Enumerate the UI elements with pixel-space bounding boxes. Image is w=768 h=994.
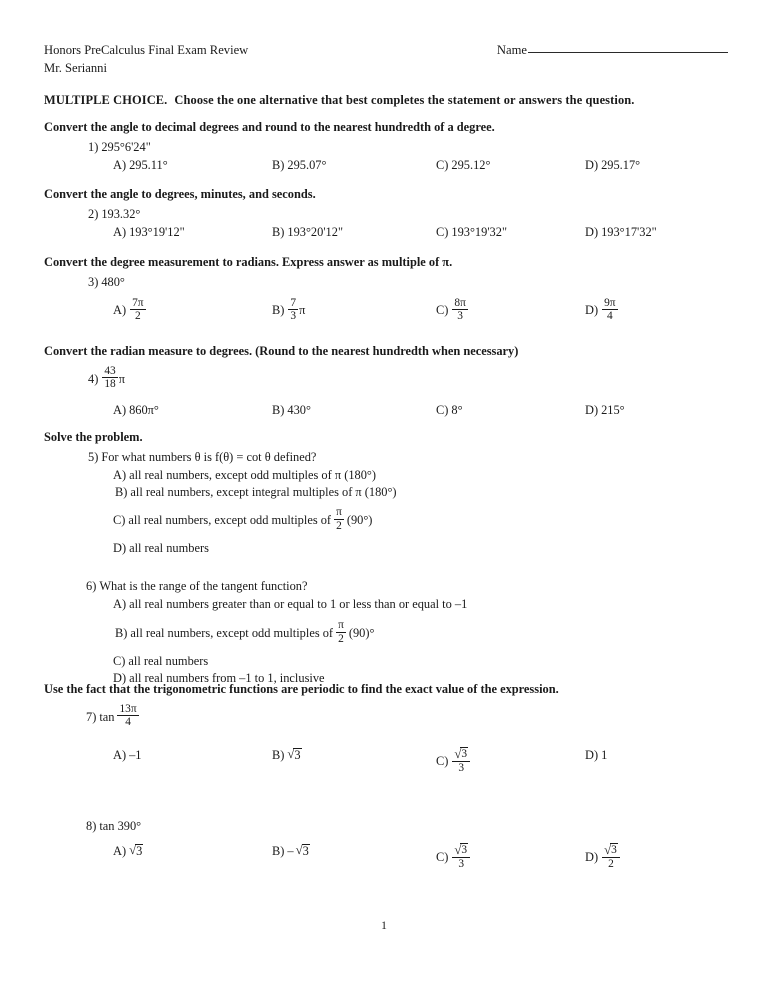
question-number: 8): [86, 818, 97, 833]
prompt-pre: tan: [99, 709, 115, 724]
numerator: [602, 843, 620, 858]
radical-sign: √: [454, 746, 462, 761]
option-c[interactable]: C) √ 3 3: [436, 748, 471, 776]
square-root: √ 3: [129, 843, 143, 858]
question-prompt: 193.32°: [101, 207, 141, 221]
options-row-q2: [44, 225, 744, 244]
question-number: 2): [88, 207, 99, 221]
minus-sign: –: [287, 843, 294, 858]
square-root: √ 3: [604, 842, 617, 857]
fraction: √ 3 3: [452, 843, 470, 871]
numerator: [452, 843, 470, 858]
fraction: $\frac{13\pi}{4}$: [119, 702, 137, 729]
page-header: [44, 42, 734, 76]
option-a[interactable]: A) 295.11°: [113, 158, 168, 172]
option-text-post: (90°): [346, 513, 373, 527]
fraction: $\frac{7}{3}$: [290, 296, 297, 323]
question-1: [88, 139, 744, 155]
fraction: $\frac{8\pi}{3}$: [454, 296, 466, 323]
square-root: √ 3: [454, 746, 468, 761]
options-row-q7: [44, 748, 744, 778]
question-prompt: For what numbers θ is f(θ) = cot θ defined?: [101, 450, 317, 464]
option-b[interactable]: B) $\frac{7}{3}$ π: [272, 296, 306, 323]
question-4: [88, 366, 744, 392]
section-heading: Use the fact that the trigonometric functions are periodic to find the exact value of the expression.: [44, 682, 559, 696]
option-text-post: (90)°: [348, 626, 375, 640]
option-c[interactable]: C) 193°19'32": [436, 225, 508, 239]
option-d[interactable]: D) 1: [585, 747, 608, 762]
option-c[interactable]: C) $\frac{8\pi}{3}$: [436, 296, 466, 323]
option-c[interactable]: C) 295.12°: [436, 158, 491, 172]
fraction: $\frac{43}{18}$: [104, 364, 116, 391]
question-prompt: 295°6'24": [101, 140, 151, 154]
option-b[interactable]: B) √ 3: [272, 747, 301, 762]
square-root: √ 3: [454, 842, 468, 857]
square-root: √ 3: [287, 747, 301, 762]
option-a[interactable]: A) 860π°: [113, 402, 159, 417]
directions-text: Choose the one alternative that best completes the statement or answers the question.: [174, 93, 635, 107]
section-heading: Convert the radian measure to degrees. (Round to the nearest hundredth when necessary): [44, 344, 519, 358]
option-a[interactable]: A) √ 3: [113, 843, 143, 858]
option-d[interactable]: D) 193°17'32": [585, 225, 657, 239]
option-a[interactable]: A) all real numbers greater than or equal to 1 or less than or equal to –1: [113, 597, 468, 611]
option-b[interactable]: B) all real numbers, except odd multiples of $\frac{\pi}{2}$ (90)°: [115, 618, 375, 645]
option-c[interactable]: C) all real numbers: [113, 654, 209, 668]
radical-sign: √: [604, 842, 612, 857]
option-d[interactable]: D) 215°: [585, 402, 625, 417]
option-a[interactable]: A) –1: [113, 747, 142, 762]
radical-sign: √: [295, 843, 303, 858]
prompt-suffix: π: [118, 371, 125, 386]
option-b[interactable]: B) 295.07°: [272, 158, 327, 172]
section-6: [44, 682, 744, 874]
fraction-suffix: π: [299, 303, 306, 318]
question-number: 3): [88, 275, 99, 289]
question-8: [86, 818, 744, 834]
numerator: [452, 747, 470, 762]
option-a[interactable]: A) 193°19'12": [113, 225, 185, 239]
question-prompt: tan 390°: [99, 818, 142, 833]
options-row-q1: [44, 158, 744, 177]
option-text-pre: all real numbers, except odd multiples of: [128, 513, 332, 527]
option-b[interactable]: B) 430°: [272, 402, 311, 417]
question-prompt: What is the range of the tangent function?: [99, 579, 308, 593]
course-title: Honors PreCalculus Final Exam Review: [44, 43, 249, 57]
option-d[interactable]: D) all real numbers from –1 to 1, inclusive: [113, 671, 325, 685]
option-c[interactable]: C) all real numbers, except odd multiples of $\frac{\pi}{2}$ (90°): [113, 505, 373, 532]
options-row-q3: [44, 298, 744, 328]
section-3: [44, 255, 744, 328]
question-number: 5): [88, 450, 99, 464]
directions-line: [44, 93, 635, 108]
directions-title: MULTIPLE CHOICE.: [44, 93, 168, 107]
radical-sign: √: [129, 843, 137, 858]
question-2: [88, 206, 744, 222]
question-5: [88, 449, 744, 465]
fraction: $\frac{\pi}{2}$: [336, 505, 342, 532]
radical-sign: √: [287, 747, 295, 762]
option-c[interactable]: C) 8°: [436, 402, 463, 417]
option-a[interactable]: A) all real numbers, except odd multiples of π (180°): [113, 468, 376, 482]
section-heading: Convert the degree measurement to radians. Express answer as multiple of π.: [44, 255, 453, 269]
section-2: [44, 187, 744, 244]
name-label: Name: [496, 43, 527, 57]
section-4: [44, 344, 744, 422]
option-d[interactable]: D) 295.17°: [585, 158, 641, 172]
option-c[interactable]: C) √ 3 3: [436, 844, 471, 872]
section-heading: Convert the angle to degrees, minutes, and seconds.: [44, 187, 316, 201]
fraction: $\frac{7\pi}{2}$: [132, 296, 144, 323]
option-b[interactable]: B) – √ 3: [272, 843, 309, 858]
fraction: √ 3 3: [452, 747, 470, 775]
question-number: 6): [86, 579, 97, 593]
question-7: [86, 704, 744, 730]
option-a[interactable]: A) $\frac{7\pi}{2}$: [113, 296, 144, 323]
options-row-q8: [44, 844, 744, 874]
question-3: [88, 274, 744, 290]
name-blank-line[interactable]: [528, 52, 728, 53]
question-6: [86, 578, 744, 594]
radical-sign: √: [454, 842, 462, 857]
fraction: $\frac{\pi}{2}$: [338, 618, 344, 645]
square-root: √ 3: [295, 843, 309, 858]
option-d[interactable]: D) $\frac{9\pi}{4}$: [585, 296, 616, 323]
options-row-q4: [44, 403, 744, 422]
name-field: [497, 42, 728, 58]
option-d[interactable]: D) all real numbers: [113, 541, 209, 555]
question-number: 4): [88, 371, 99, 386]
section-heading: Solve the problem.: [44, 430, 143, 444]
fraction: $\frac{9\pi}{4}$: [604, 296, 616, 323]
question-prompt: 480°: [101, 275, 125, 289]
question-number: 7): [86, 709, 97, 724]
fraction: √ 3 2: [602, 843, 620, 871]
section-1: [44, 120, 744, 177]
section-heading: Convert the angle to decimal degrees and round to the nearest hundredth of a degree.: [44, 120, 495, 134]
section-5: [44, 430, 744, 687]
option-b[interactable]: B) all real numbers, except integral multiples of π (180°): [115, 485, 397, 499]
page-number: 1: [381, 920, 387, 932]
option-d[interactable]: D) √ 3 2: [585, 844, 621, 872]
option-b[interactable]: B) 193°20'12": [272, 225, 344, 239]
teacher-name: Mr. Serianni: [44, 61, 107, 75]
question-number: 1): [88, 140, 99, 154]
option-text-pre: all real numbers, except odd multiples of: [130, 626, 334, 640]
